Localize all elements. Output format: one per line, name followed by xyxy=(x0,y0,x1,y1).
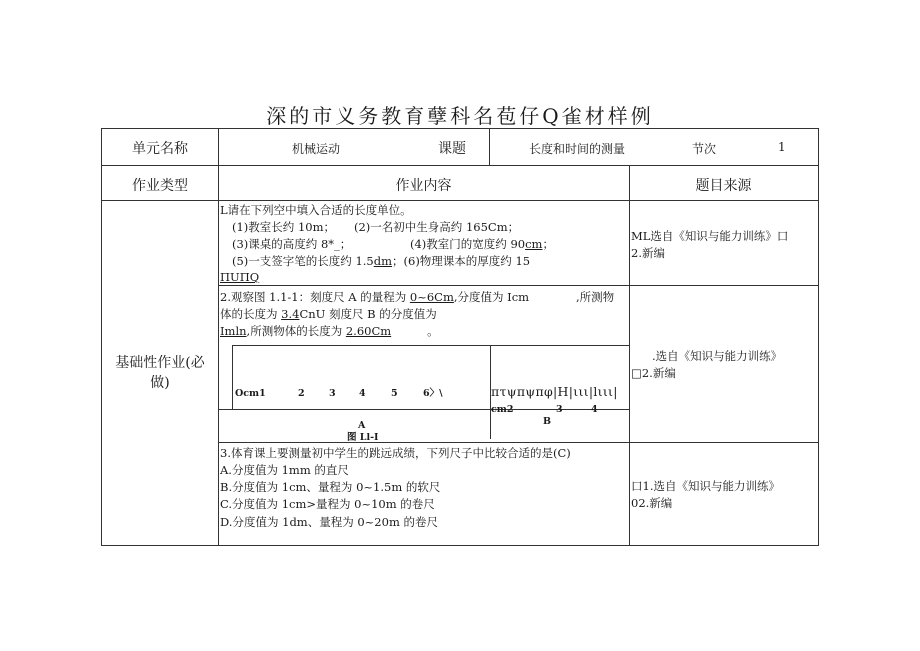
column-header-source: 题目来源 xyxy=(695,178,752,194)
column-header-content: 作业内容 xyxy=(395,178,452,194)
figure-b-frame xyxy=(490,345,629,346)
ruler-a-tick: 4 xyxy=(359,388,366,399)
ruler-a-tick: 2 xyxy=(298,388,305,399)
q1-item1: (1)教室长约 10m； xyxy=(232,220,335,234)
q1-line1: L请在下列空中填入合适的长度单位。 xyxy=(220,203,412,217)
row-divider xyxy=(102,165,818,166)
figure-caption: 图 Ll-I xyxy=(347,432,379,443)
row-divider xyxy=(102,200,818,201)
ruler-a-tick: 5 xyxy=(391,388,398,399)
column-header-type: 作业类型 xyxy=(132,178,188,194)
figure-a-frame xyxy=(232,345,233,409)
homework-table xyxy=(101,128,819,546)
ruler-a-tick: Ocm1 xyxy=(235,388,266,399)
row-divider xyxy=(218,442,818,443)
q1-item6-answer: ΠUΠQ xyxy=(220,270,260,284)
figure-b-label: B xyxy=(543,416,552,427)
q3-source-1: 口1.选自《知识与能力训练》 xyxy=(631,479,780,493)
q3-option-d: D.分度值为 1dm、量程为 0~20m 的卷尺 xyxy=(220,515,439,529)
section-value: 1 xyxy=(778,140,786,154)
col-divider xyxy=(489,129,490,165)
q1-source-1: ML选自《知识与能力训练》口 xyxy=(631,229,789,243)
lesson-label: 课题 xyxy=(438,141,466,157)
ruler-a-tick: 3 xyxy=(329,388,336,399)
q2-line1: 2.观察图 1.1-1：刻度尺 A 的量程为 0~6Cm,分度值为 Icm xyxy=(220,290,530,304)
q2-source-1: .选自《知识与能力训练》 xyxy=(652,349,783,363)
ruler-b-scale: πτψπψπφ|H|ιιι|lιιι| xyxy=(491,384,618,399)
q2-line3: Imln,所测物体的长度为 2.60Cm 。 xyxy=(220,324,439,338)
q1-item2: (2)一名初中生身高约 165Cm； xyxy=(354,220,520,234)
unit-name-label: 单元名称 xyxy=(132,141,188,157)
q1-item4: (4)教室门的宽度约 90cm； xyxy=(410,237,554,251)
lesson-value: 长度和时间的测量 xyxy=(529,142,626,156)
q1-item3: (3)课桌的高度约 8*_； xyxy=(232,237,352,251)
ruler-b-tick: 3 xyxy=(556,404,563,415)
q1-source-2: 2.新编 xyxy=(631,246,665,260)
ruler-a-tick: 6〉\ xyxy=(423,388,443,399)
section-label: 节次 xyxy=(692,142,717,156)
unit-name-value: 机械运动 xyxy=(292,142,341,156)
ruler-b-tick: cm2 xyxy=(491,404,514,415)
row-divider xyxy=(218,285,818,286)
q3-source-2: 02.新编 xyxy=(631,496,673,510)
q3-question: 3.体育课上要测量初中学生的跳远成绩，下列尺子中比较合适的是(C) xyxy=(220,446,571,460)
figure-divider xyxy=(218,409,629,410)
q3-option-a: A.分度值为 1mm 的直尺 xyxy=(220,463,349,477)
ruler-b-tick: 4 xyxy=(591,404,598,415)
q1-item5: (5)一支签字笔的长度约 1.5dm；(6)物理课本的厚度约 15 xyxy=(232,254,531,268)
q2-source-2: □2.新编 xyxy=(631,366,676,380)
document-title: 深的市义务教育孽科名苞仔Q雀材样例 xyxy=(266,104,654,128)
q2-line1-tail: ,所测物 xyxy=(576,290,615,304)
q3-option-b: B.分度值为 1cm、量程为 0~1.5m 的软尺 xyxy=(220,480,441,494)
q2-line2: 体的长度为 3.4CnU 刻度尺 B 的分度值为 xyxy=(220,307,437,321)
category-label: 基础性作业(必做) xyxy=(115,355,205,391)
q3-option-c: C.分度值为 1cm>量程为 0~10m 的卷尺 xyxy=(220,497,435,511)
figure-a-frame xyxy=(232,345,490,346)
figure-a-label: A xyxy=(358,420,366,431)
col-divider xyxy=(629,165,630,545)
